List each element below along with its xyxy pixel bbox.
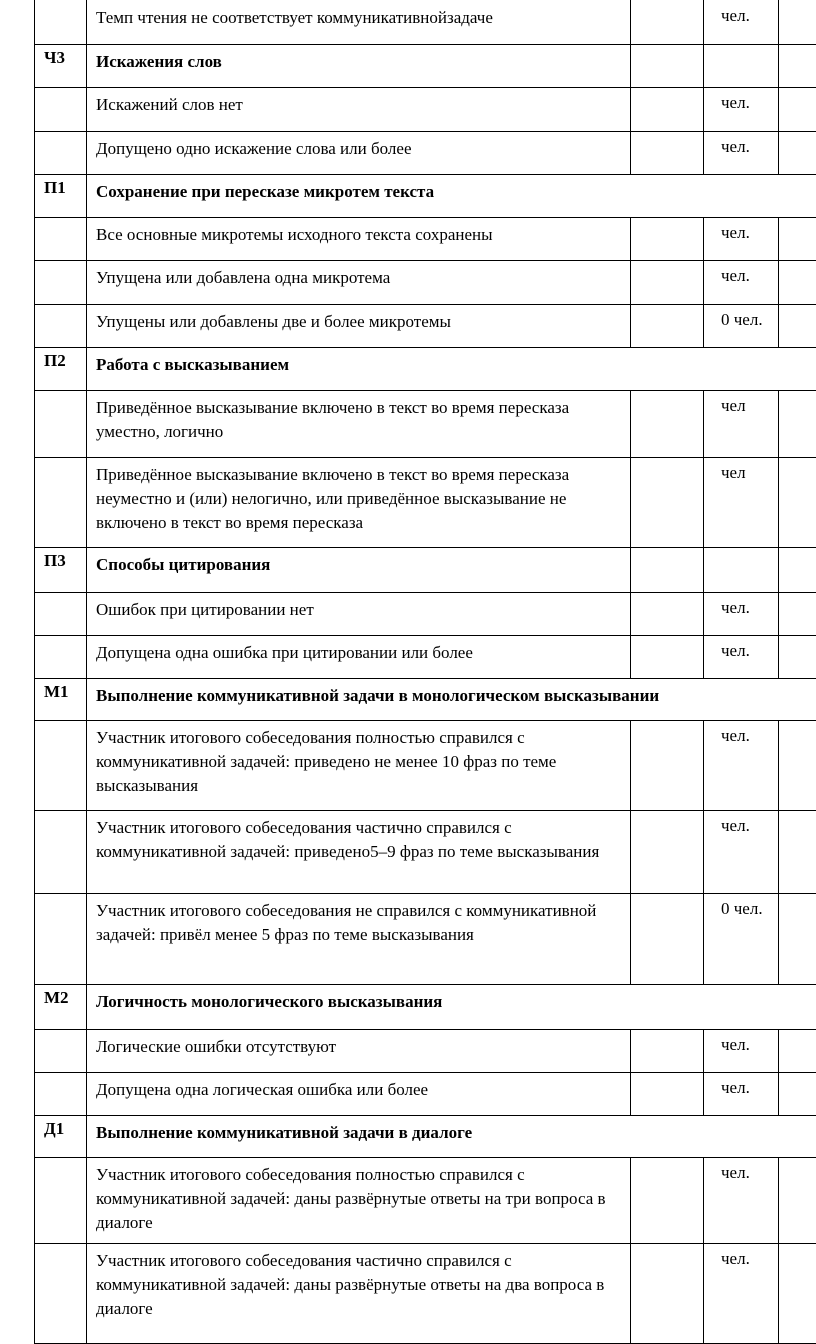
participant-count: 0 чел. [721, 310, 763, 329]
column-border [630, 1029, 631, 1072]
column-border [630, 390, 631, 457]
column-border [86, 131, 87, 174]
column-border [703, 0, 704, 44]
criterion-description: Участник итогового собеседования полностью справился с коммуникативной задачей: даны развёрнутые ответы на три вопроса в диалоге [96, 1165, 606, 1232]
criterion-code [34, 260, 86, 304]
column-border [630, 87, 631, 131]
participant-count: чел. [721, 223, 750, 242]
section-header-row [0, 678, 816, 720]
column-border [703, 635, 704, 678]
column-border [86, 547, 87, 592]
column-border [630, 1072, 631, 1115]
column-border [703, 893, 704, 984]
column-border [630, 547, 631, 592]
row-border [34, 260, 816, 261]
column-border [778, 810, 779, 893]
criterion-description: Участник итогового собеседования не справился с коммуникативной задачей: привёл менее 5 фраз по теме высказывания [96, 901, 597, 944]
row-border [34, 44, 816, 45]
column-border [703, 304, 704, 347]
column-border [778, 304, 779, 347]
column-border [34, 347, 35, 390]
table-row [0, 304, 816, 347]
column-border [630, 304, 631, 347]
section-header-row [0, 174, 816, 217]
participant-count: чел. [721, 641, 750, 660]
row-border [34, 810, 816, 811]
criterion-code [34, 304, 86, 347]
column-border [86, 260, 87, 304]
table-row [0, 260, 816, 304]
table-row [0, 810, 816, 893]
participant-count: чел. [721, 266, 750, 285]
criterion-code [34, 131, 86, 174]
table-row [0, 1029, 816, 1072]
column-border [86, 87, 87, 131]
row-border [34, 390, 816, 391]
column-border [86, 44, 87, 87]
criterion-description: Ошибок при цитировании нет [96, 600, 314, 619]
column-border [703, 131, 704, 174]
column-border [86, 678, 87, 720]
column-border [86, 347, 87, 390]
criterion-code [34, 720, 86, 810]
column-border [34, 810, 35, 893]
column-border [86, 174, 87, 217]
column-border [703, 457, 704, 547]
table-row [0, 87, 816, 131]
row-border [34, 893, 816, 894]
column-border [778, 457, 779, 547]
criterion-description: Приведённое высказывание включено в текст во время пересказа уместно, логично [96, 398, 570, 441]
column-border [34, 44, 35, 87]
row-border [34, 592, 816, 593]
criterion-title: Логичность монологического высказывания [96, 992, 443, 1011]
column-border [778, 1157, 779, 1243]
column-border [703, 1029, 704, 1072]
column-border [86, 457, 87, 547]
column-border [34, 720, 35, 810]
column-border [778, 893, 779, 984]
participant-count: чел. [721, 137, 750, 156]
participant-count [703, 678, 778, 720]
participant-count: 0 чел. [721, 899, 763, 918]
participant-count [703, 547, 778, 592]
row-border [34, 174, 816, 175]
column-border [703, 810, 704, 893]
column-border [86, 1072, 87, 1115]
criterion-code [34, 1243, 86, 1344]
table-row [0, 0, 816, 44]
column-border [34, 1029, 35, 1072]
row-border [34, 1157, 816, 1158]
participant-count [703, 1115, 778, 1157]
column-border [86, 1243, 87, 1344]
criterion-code: М1 [44, 682, 69, 701]
column-border [86, 1157, 87, 1243]
row-border [34, 457, 816, 458]
column-border [703, 1157, 704, 1243]
criterion-description: Допущена одна логическая ошибка или более [96, 1080, 429, 1099]
column-border [86, 304, 87, 347]
criterion-code [34, 1157, 86, 1243]
column-border [703, 87, 704, 131]
table-row [0, 592, 816, 635]
column-border [86, 984, 87, 1029]
criterion-code: П2 [44, 351, 66, 370]
column-border [86, 810, 87, 893]
participant-count: чел. [721, 726, 750, 745]
column-border [34, 678, 35, 720]
table-row [0, 1072, 816, 1115]
column-border [703, 217, 704, 260]
criterion-title: Способы цитирования [96, 555, 271, 574]
row-border [34, 1029, 816, 1030]
column-border [630, 217, 631, 260]
column-border [86, 635, 87, 678]
participant-count [703, 174, 778, 217]
column-border [34, 893, 35, 984]
criterion-description: Темп чтения не соответствует коммуникативнойзадаче [96, 8, 493, 27]
criterion-code [34, 592, 86, 635]
criterion-description: Упущены или добавлены две и более микротемы [96, 312, 451, 331]
column-border [778, 592, 779, 635]
participant-count: чел [721, 463, 746, 482]
column-border [630, 635, 631, 678]
section-header-row [0, 1115, 816, 1157]
criterion-code [34, 0, 86, 44]
column-border [86, 893, 87, 984]
column-border [778, 0, 779, 44]
criterion-title: Сохранение при пересказе микротем текста [96, 182, 435, 201]
participant-count: чел. [721, 1249, 750, 1268]
criterion-title: Работа с высказыванием [96, 355, 290, 374]
column-border [703, 44, 704, 87]
table-row [0, 457, 816, 547]
column-border [34, 217, 35, 260]
participant-count [703, 984, 778, 1029]
participant-count [703, 44, 778, 87]
column-border [630, 44, 631, 87]
row-border [34, 635, 816, 636]
criterion-description: Все основные микротемы исходного текста сохранены [96, 225, 493, 244]
column-border [34, 592, 35, 635]
column-border [703, 547, 704, 592]
column-border [778, 260, 779, 304]
criterion-code: П1 [44, 178, 66, 197]
row-border [34, 1243, 816, 1244]
table-row [0, 1157, 816, 1243]
criterion-code [34, 1072, 86, 1115]
participant-count: чел [721, 396, 746, 415]
column-border [703, 1243, 704, 1344]
table-row [0, 390, 816, 457]
column-border [703, 1072, 704, 1115]
criterion-description: Участник итогового собеседования полностью справился с коммуникативной задачей: приведено не менее 10 фраз по теме высказывания [96, 728, 557, 795]
criterion-code [34, 810, 86, 893]
criterion-code: П3 [44, 551, 66, 570]
column-border [630, 810, 631, 893]
criterion-code [34, 217, 86, 260]
column-border [86, 720, 87, 810]
table-row [0, 131, 816, 174]
criterion-code [34, 893, 86, 984]
section-header-row [0, 347, 816, 390]
column-border [34, 635, 35, 678]
section-header-row [0, 547, 816, 592]
row-border [34, 1072, 816, 1073]
table-row [0, 720, 816, 810]
column-border [778, 217, 779, 260]
column-border [34, 457, 35, 547]
criterion-description: Допущена одна ошибка при цитировании или более [96, 643, 473, 662]
criterion-code [34, 390, 86, 457]
column-border [703, 592, 704, 635]
column-border [630, 1157, 631, 1243]
section-header-row [0, 984, 816, 1029]
column-border [778, 720, 779, 810]
criterion-code: М2 [44, 988, 69, 1007]
column-border [34, 174, 35, 217]
participant-count [703, 347, 778, 390]
column-border [86, 1115, 87, 1157]
column-border [34, 304, 35, 347]
column-border [778, 1029, 779, 1072]
participant-count: чел. [721, 6, 750, 25]
participant-count: чел. [721, 816, 750, 835]
criterion-description: Допущено одно искажение слова или более [96, 139, 412, 158]
criterion-code [34, 87, 86, 131]
participant-count: чел. [721, 1078, 750, 1097]
row-border [34, 984, 816, 985]
column-border [34, 260, 35, 304]
column-border [778, 547, 779, 592]
row-border [34, 347, 816, 348]
participant-count: чел. [721, 598, 750, 617]
table-row [0, 1243, 816, 1344]
column-border [778, 635, 779, 678]
column-border [630, 592, 631, 635]
row-border [34, 304, 816, 305]
column-border [34, 1243, 35, 1344]
column-border [778, 390, 779, 457]
column-border [86, 217, 87, 260]
criterion-description: Участник итогового собеседования частично справился с коммуникативной задачей: даны развёрнутые ответы на два вопроса в диалоге [96, 1251, 605, 1318]
column-border [86, 0, 87, 44]
column-border [630, 720, 631, 810]
column-border [34, 87, 35, 131]
column-border [630, 893, 631, 984]
column-border [34, 131, 35, 174]
column-border [778, 131, 779, 174]
column-border [34, 1115, 35, 1157]
criterion-code [34, 635, 86, 678]
column-border [86, 1029, 87, 1072]
participant-count: чел. [721, 1035, 750, 1054]
column-border [86, 592, 87, 635]
column-border [703, 260, 704, 304]
row-border [34, 131, 816, 132]
row-border [34, 87, 816, 88]
column-border [34, 547, 35, 592]
column-border [703, 720, 704, 810]
criterion-title: Выполнение коммуникативной задачи в монологическом высказывании [96, 686, 660, 705]
column-border [34, 984, 35, 1029]
row-border [34, 1115, 816, 1116]
column-border [778, 1072, 779, 1115]
column-border [34, 1157, 35, 1243]
table-row [0, 893, 816, 984]
criterion-title: Выполнение коммуникативной задачи в диалоге [96, 1123, 473, 1142]
row-border [34, 678, 816, 679]
column-border [778, 87, 779, 131]
criterion-title: Искажения слов [96, 52, 222, 71]
criterion-description: Искажений слов нет [96, 95, 243, 114]
column-border [778, 1243, 779, 1344]
participant-count: чел. [721, 93, 750, 112]
column-border [703, 390, 704, 457]
participant-count: чел. [721, 1163, 750, 1182]
column-border [778, 44, 779, 87]
table-row [0, 217, 816, 260]
criterion-description: Приведённое высказывание включено в текст во время пересказа неуместно и (или) нелогично, или приведённое высказывание не включено в текст во время пересказа [96, 465, 570, 532]
row-border [34, 217, 816, 218]
criterion-code [34, 457, 86, 547]
column-border [630, 131, 631, 174]
criterion-description: Упущена или добавлена одна микротема [96, 268, 391, 287]
column-border [86, 390, 87, 457]
column-border [630, 457, 631, 547]
column-border [34, 0, 35, 44]
section-header-row [0, 44, 816, 87]
row-border [34, 720, 816, 721]
criterion-code: Д1 [44, 1119, 65, 1138]
table-row [0, 635, 816, 678]
criterion-description: Участник итогового собеседования частично справился с коммуникативной задачей: приведено5–9 фраз по теме высказывания [96, 818, 600, 861]
column-border [630, 1243, 631, 1344]
column-border [34, 390, 35, 457]
column-border [630, 260, 631, 304]
column-border [630, 0, 631, 44]
row-border [34, 547, 816, 548]
column-border [34, 1072, 35, 1115]
criterion-description: Логические ошибки отсутствуют [96, 1037, 337, 1056]
criterion-code [34, 1029, 86, 1072]
criterion-code: Ч3 [44, 48, 65, 67]
